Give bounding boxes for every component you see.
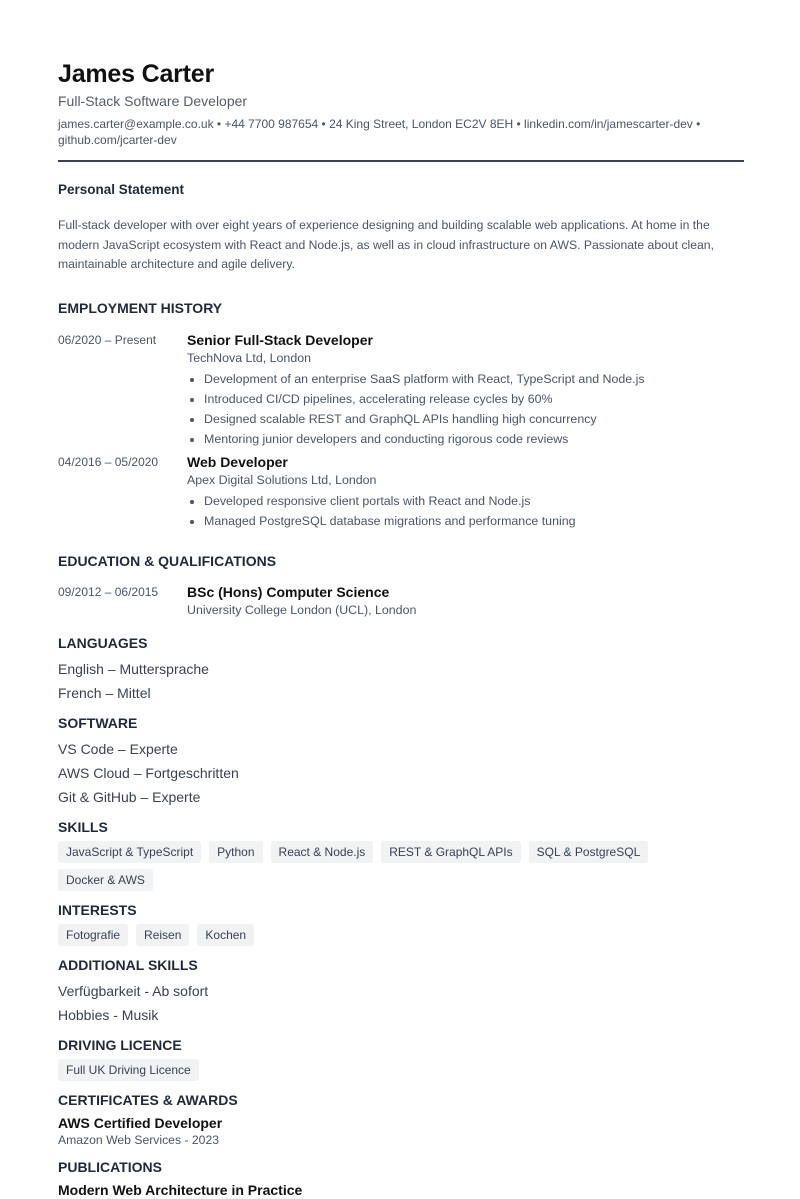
candidate-name: James Carter: [58, 60, 215, 88]
entry-bullets: [187, 369, 744, 449]
contact-line: james.carter@example.co.uk • +44 7700 987654 • 24 King Street, London EC2V 8EH • linkedin.com/in/jamescarter-dev • github.com/jcarter-dev: [58, 117, 701, 147]
bullet-item: Introduced CI/CD pipelines, accelerating release cycles by 60%: [187, 389, 744, 409]
header-divider: [58, 160, 744, 162]
skill-tag: React & Node.js: [271, 841, 374, 863]
interest-tag: Fotografie: [58, 924, 128, 946]
entry-title: BSc (Hons) Computer Science: [187, 583, 390, 600]
entry-body: [187, 453, 744, 531]
education-entry: [58, 583, 744, 618]
personal-statement-text: Full-stack developer with over eight years of experience designing and building scalable web applications. At home in the modern JavaScript ecosystem with React and Node.js, as well as in cloud infrastructure on AWS. Passionate about clean, maintainable architecture and agile delivery.: [58, 218, 714, 271]
languages-heading: LANGUAGES: [58, 634, 148, 651]
publication-title: Modern Web Architecture in Practice: [58, 1181, 303, 1198]
entry-date: 09/2012 – 06/2015: [58, 584, 159, 599]
entry-title: Web Developer: [187, 453, 288, 470]
bullet-item: Mentoring junior developers and conducting rigorous code reviews: [187, 429, 744, 449]
interest-tag: Kochen: [197, 924, 254, 946]
additional-skill-item: Verfügbarkeit - Ab sofort: [58, 982, 209, 999]
software-item: Git & GitHub – Experte: [58, 788, 201, 805]
certificate-issuer: Amazon Web Services - 2023: [58, 1132, 219, 1147]
entry-organisation: Apex Digital Solutions Ltd, London: [187, 472, 377, 487]
entry-body: [187, 331, 744, 449]
interests-heading: INTERESTS: [58, 901, 137, 918]
language-item: English – Muttersprache: [58, 660, 209, 677]
employment-entry: [58, 453, 744, 531]
languages-list: [58, 657, 744, 705]
software-heading: SOFTWARE: [58, 714, 138, 731]
driving-licence-heading: DRIVING LICENCE: [58, 1036, 182, 1053]
job-title: Full-Stack Software Developer: [58, 93, 248, 109]
resume-page: [58, 58, 744, 1199]
bullet-item: Development of an enterprise SaaS platform with React, TypeScript and Node.js: [187, 369, 744, 389]
bullet-item: Developed responsive client portals with React and Node.js: [187, 491, 744, 511]
bullet-item: Managed PostgreSQL database migrations and performance tuning: [187, 511, 744, 531]
employment-entry: [58, 331, 744, 449]
education-heading: EDUCATION & QUALIFICATIONS: [58, 552, 277, 569]
personal-statement-heading: Personal Statement: [58, 182, 185, 197]
driving-licence-tags: [58, 1059, 744, 1081]
skill-tag: Python: [209, 841, 262, 863]
bullet-item: Designed scalable REST and GraphQL APIs handling high concurrency: [187, 409, 744, 429]
additional-skills-heading: ADDITIONAL SKILLS: [58, 956, 198, 973]
entry-bullets: [187, 491, 744, 531]
skill-tag: REST & GraphQL APIs: [381, 841, 520, 863]
software-item: VS Code – Experte: [58, 740, 178, 757]
software-item: AWS Cloud – Fortgeschritten: [58, 764, 239, 781]
entry-date: 04/2016 – 05/2020: [58, 454, 159, 469]
software-list: [58, 737, 744, 809]
licence-tag: Full UK Driving Licence: [58, 1059, 199, 1081]
skills-heading: SKILLS: [58, 818, 108, 835]
employment-heading: EMPLOYMENT HISTORY: [58, 299, 223, 316]
skill-tag: SQL & PostgreSQL: [529, 841, 649, 863]
additional-skills-list: [58, 979, 744, 1027]
skills-tags: [58, 841, 744, 891]
skill-tag: JavaScript & TypeScript: [58, 841, 201, 863]
certificates-heading: CERTIFICATES & AWARDS: [58, 1091, 238, 1108]
entry-date: 06/2020 – Present: [58, 332, 157, 347]
interests-tags: [58, 924, 744, 946]
entry-title: Senior Full-Stack Developer: [187, 331, 373, 348]
entry-organisation: TechNova Ltd, London: [187, 350, 311, 365]
skill-tag: Docker & AWS: [58, 869, 153, 891]
language-item: French – Mittel: [58, 684, 151, 701]
publications-heading: PUBLICATIONS: [58, 1158, 162, 1175]
entry-organisation: University College London (UCL), London: [187, 602, 417, 617]
interest-tag: Reisen: [136, 924, 189, 946]
entry-body: [187, 583, 744, 618]
additional-skill-item: Hobbies - Musik: [58, 1006, 159, 1023]
certificate-title: AWS Certified Developer: [58, 1114, 223, 1131]
